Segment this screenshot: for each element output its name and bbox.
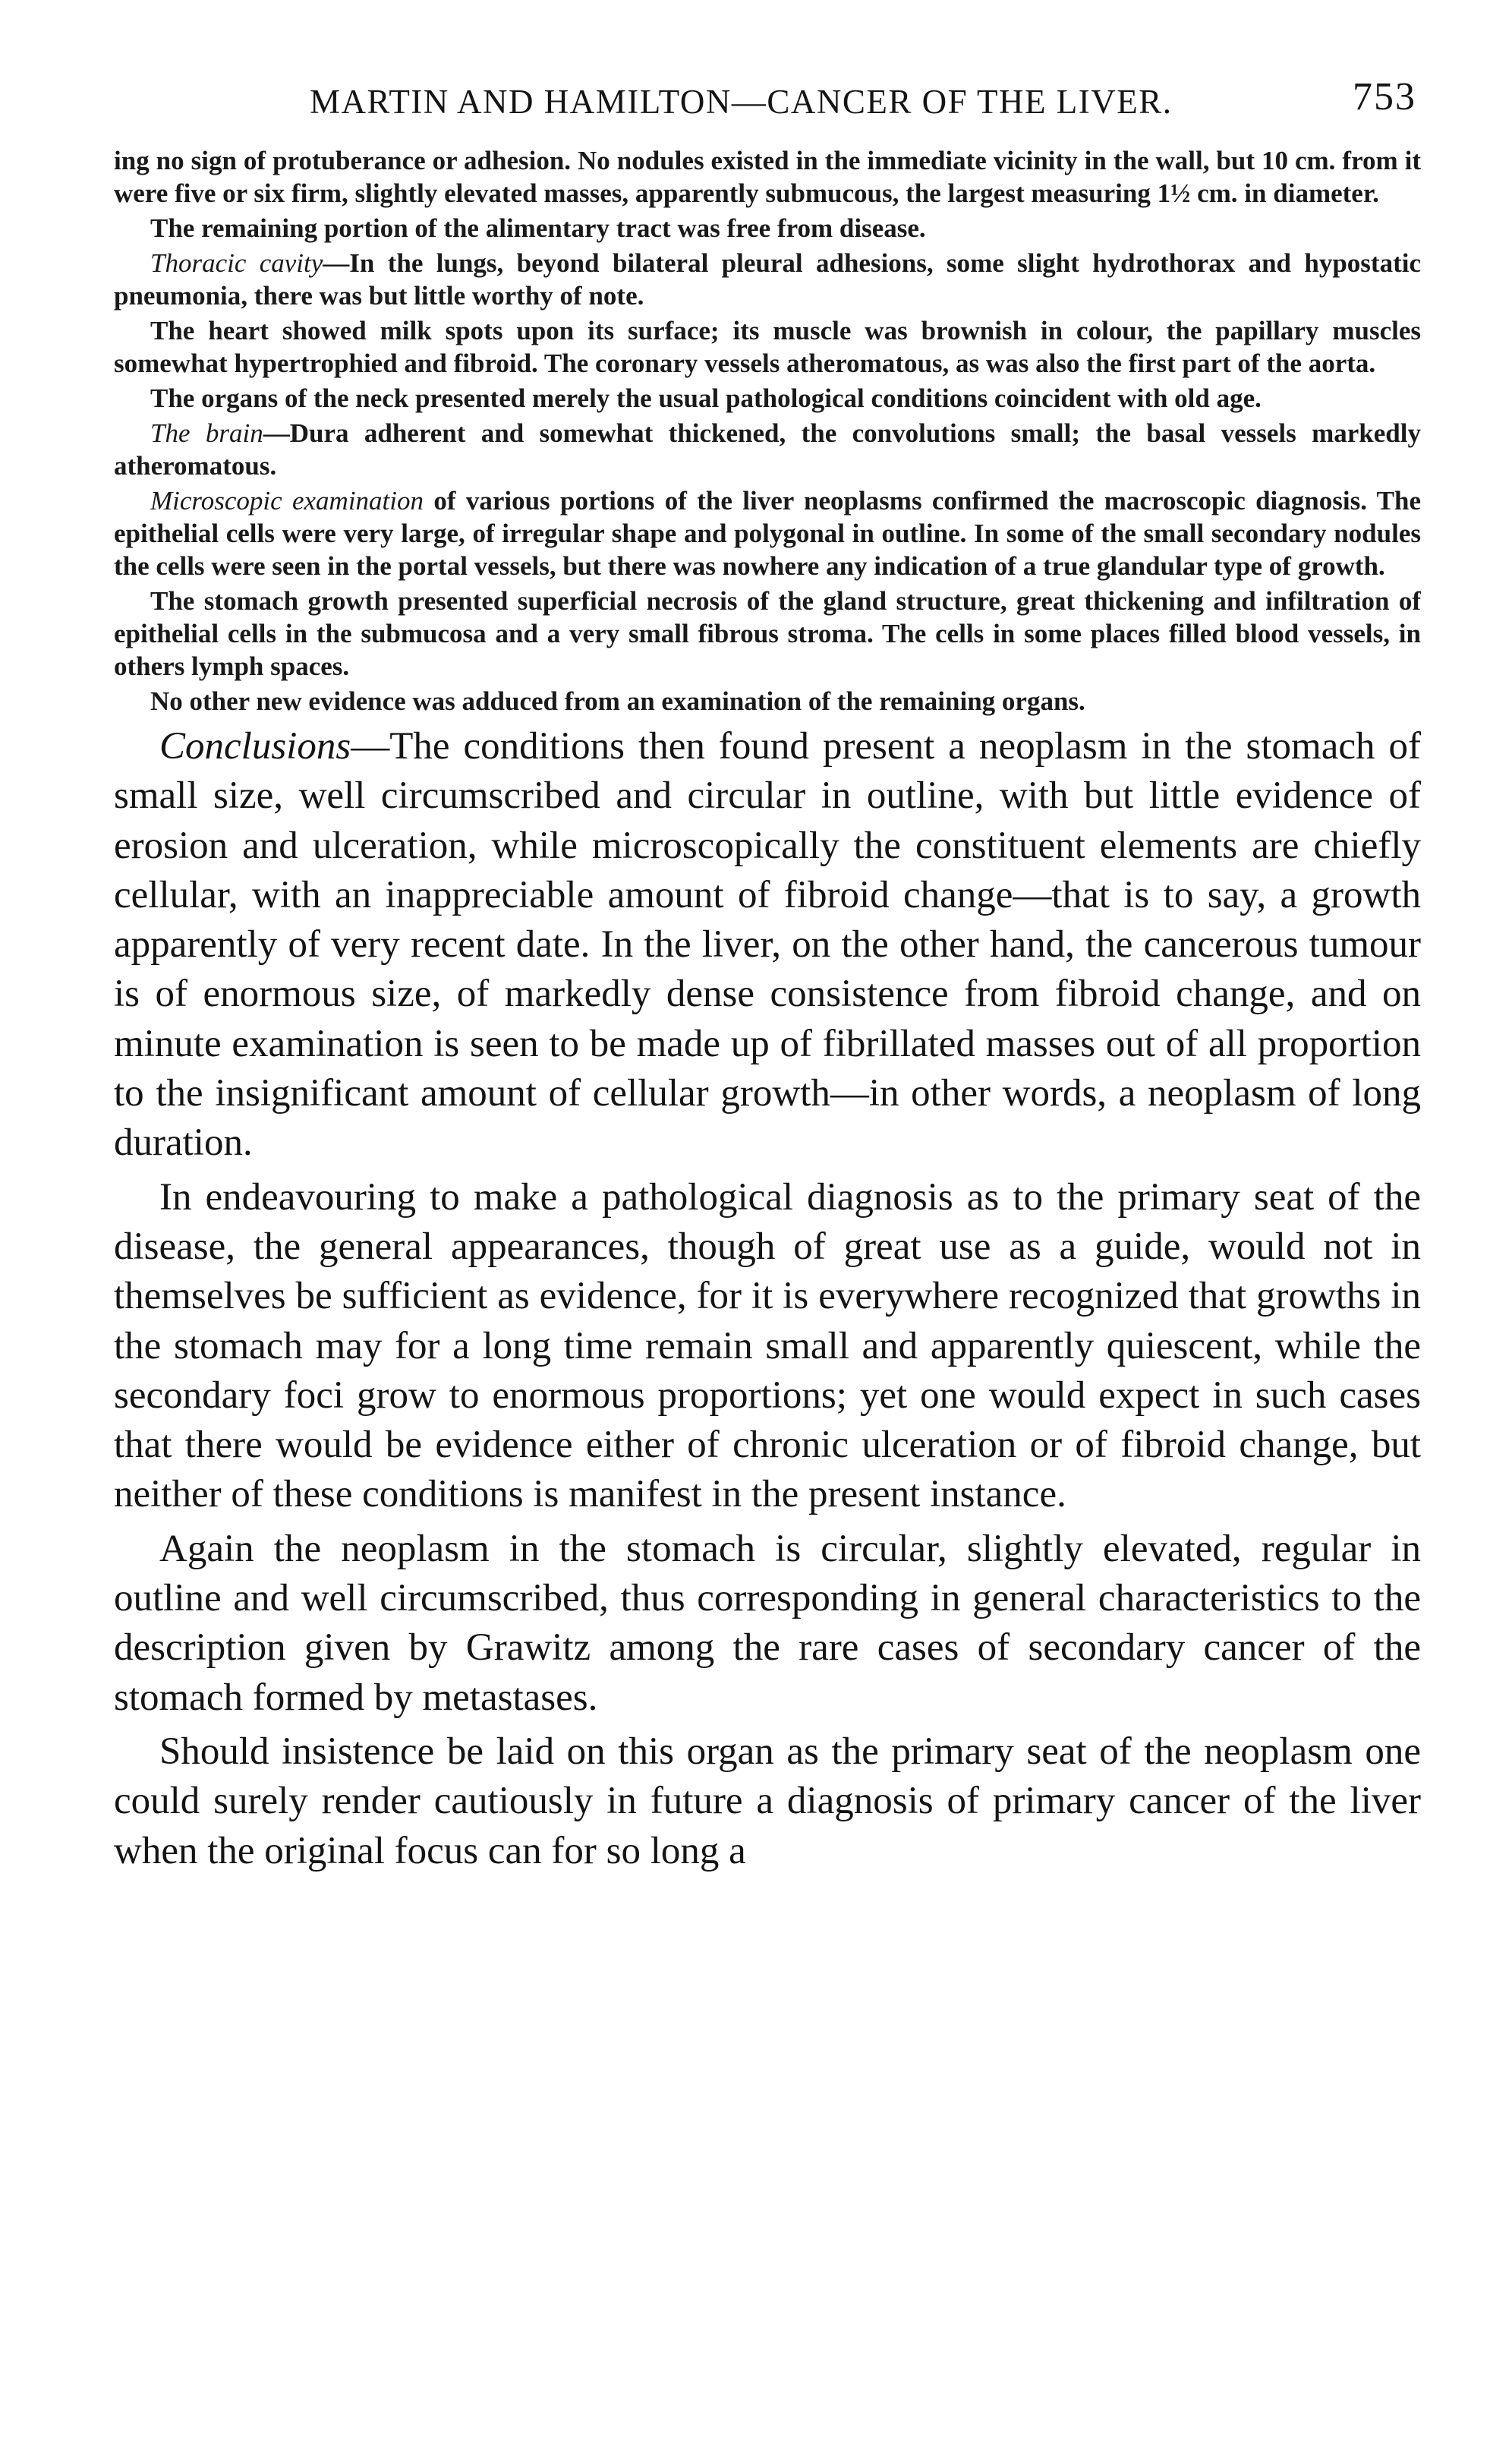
discussion-large-print [114,722,1421,1876]
paragraph-thoracic-cavity: Thoracic cavity—In the lungs, beyond bilateral pleural adhesions, some slight hydrothorax and hypostatic pneumonia, there was but little worthy of note. [114,248,1421,311]
heading-conclusions: Conclusions [159,725,351,768]
paragraph-microscopic-examination: Microscopic examination of various portions of the liver neoplasms confirmed the macroscopic diagnosis. The epithelial cells were very large, of irregular shape and polygonal in outline. In some of the small secondary nodules the cells were seen in the portal vessels, but there was nowhere any indication of a true glandular type of growth. [114,486,1421,581]
paragraph-pathological-diagnosis: In endeavouring to make a pathological diagnosis as to the primary seat of the disease, the general appearances, though of great use as a guide, would not in themselves be sufficient as evidence, for it is everywhere recognized that growths in the stomach may for a long time remain small and apparently quiescent, while the secondary foci grow to enormous proportions; yet one would expect in such cases that there would be evidence either of chronic ulceration or of fibroid change, but neither of these conditions is manifest in the present instance. [114,1175,1421,1516]
running-head: MARTIN AND HAMILTON—CANCER OF THE LIVER. [310,83,1173,121]
heading-brain: The brain [150,418,263,448]
case-report-small-print [114,144,1421,717]
page-number: 753 [1353,75,1416,118]
paragraph-neck-organs: The organs of the neck presented merely the usual pathological conditions coincident with old age. [150,383,1262,413]
paragraph-stomach-growth: The stomach growth presented superficial necrosis of the gland structure, great thickening and infiltration of epithelial cells in the submucosa and a very small fibrous stroma. The cells in some places filled blood vessels, in others lymph spaces. [114,586,1421,681]
heading-microscopic-examination: Microscopic examination [150,486,424,516]
heading-thoracic-cavity: Thoracic cavity [150,248,323,278]
paragraph-alimentary-tract: The remaining portion of the alimentary tract was free from disease. [150,213,926,243]
paragraph-brain: The brain—Dura adherent and somewhat thickened, the convolutions small; the basal vessels markedly atheromatous. [114,418,1421,481]
page-header [114,74,1421,132]
paragraph-heart: The heart showed milk spots upon its surface; its muscle was brownish in colour, the papillary muscles somewhat hypertrophied and fibroid. The coronary vessels atheromatous, as was also the first part of the aorta. [114,316,1421,378]
paragraph-conclusions: Conclusions—The conditions then found present a neoplasm in the stomach of small size, well circumscribed and circular in outline, with but little evidence of erosion and ulceration, while microscopically the constituent elements are chiefly cellular, with an inappreciable amount of fibroid change—that is to say, a growth apparently of very recent date. In the liver, on the other hand, the cancerous tumour is of enormous size, of markedly dense consistence from fibroid change, and on minute examination is seen to be made up of fibrillated masses out of all proportion to the insignificant amount of cellular growth—in other words, a neoplasm of long duration. [114,725,1421,1165]
paragraph-primary-seat: Should insistence be laid on this organ as the primary seat of the neoplasm one could surely render cautiously in future a diagnosis of primary cancer of the liver when the original focus can for so long a [114,1730,1421,1872]
paragraph-other-organs: No other new evidence was adduced from an examination of the remaining organs. [150,686,1085,716]
paragraph-stomach-nodules: ing no sign of protuberance or adhesion. No nodules existed in the immediate vicinity in the wall, but 10 cm. from it were five or six firm, slightly elevated masses, apparently submucous, the largest measuring 1½ cm. in diameter. [114,146,1421,208]
journal-page [114,74,1421,2436]
paragraph-neoplasm-stomach: Again the neoplasm in the stomach is circular, slightly elevated, regular in outline and well circumscribed, thus corresponding in general characteristics to the description given by Grawitz among the rare cases of secondary cancer of the stomach formed by metastases. [114,1527,1421,1719]
